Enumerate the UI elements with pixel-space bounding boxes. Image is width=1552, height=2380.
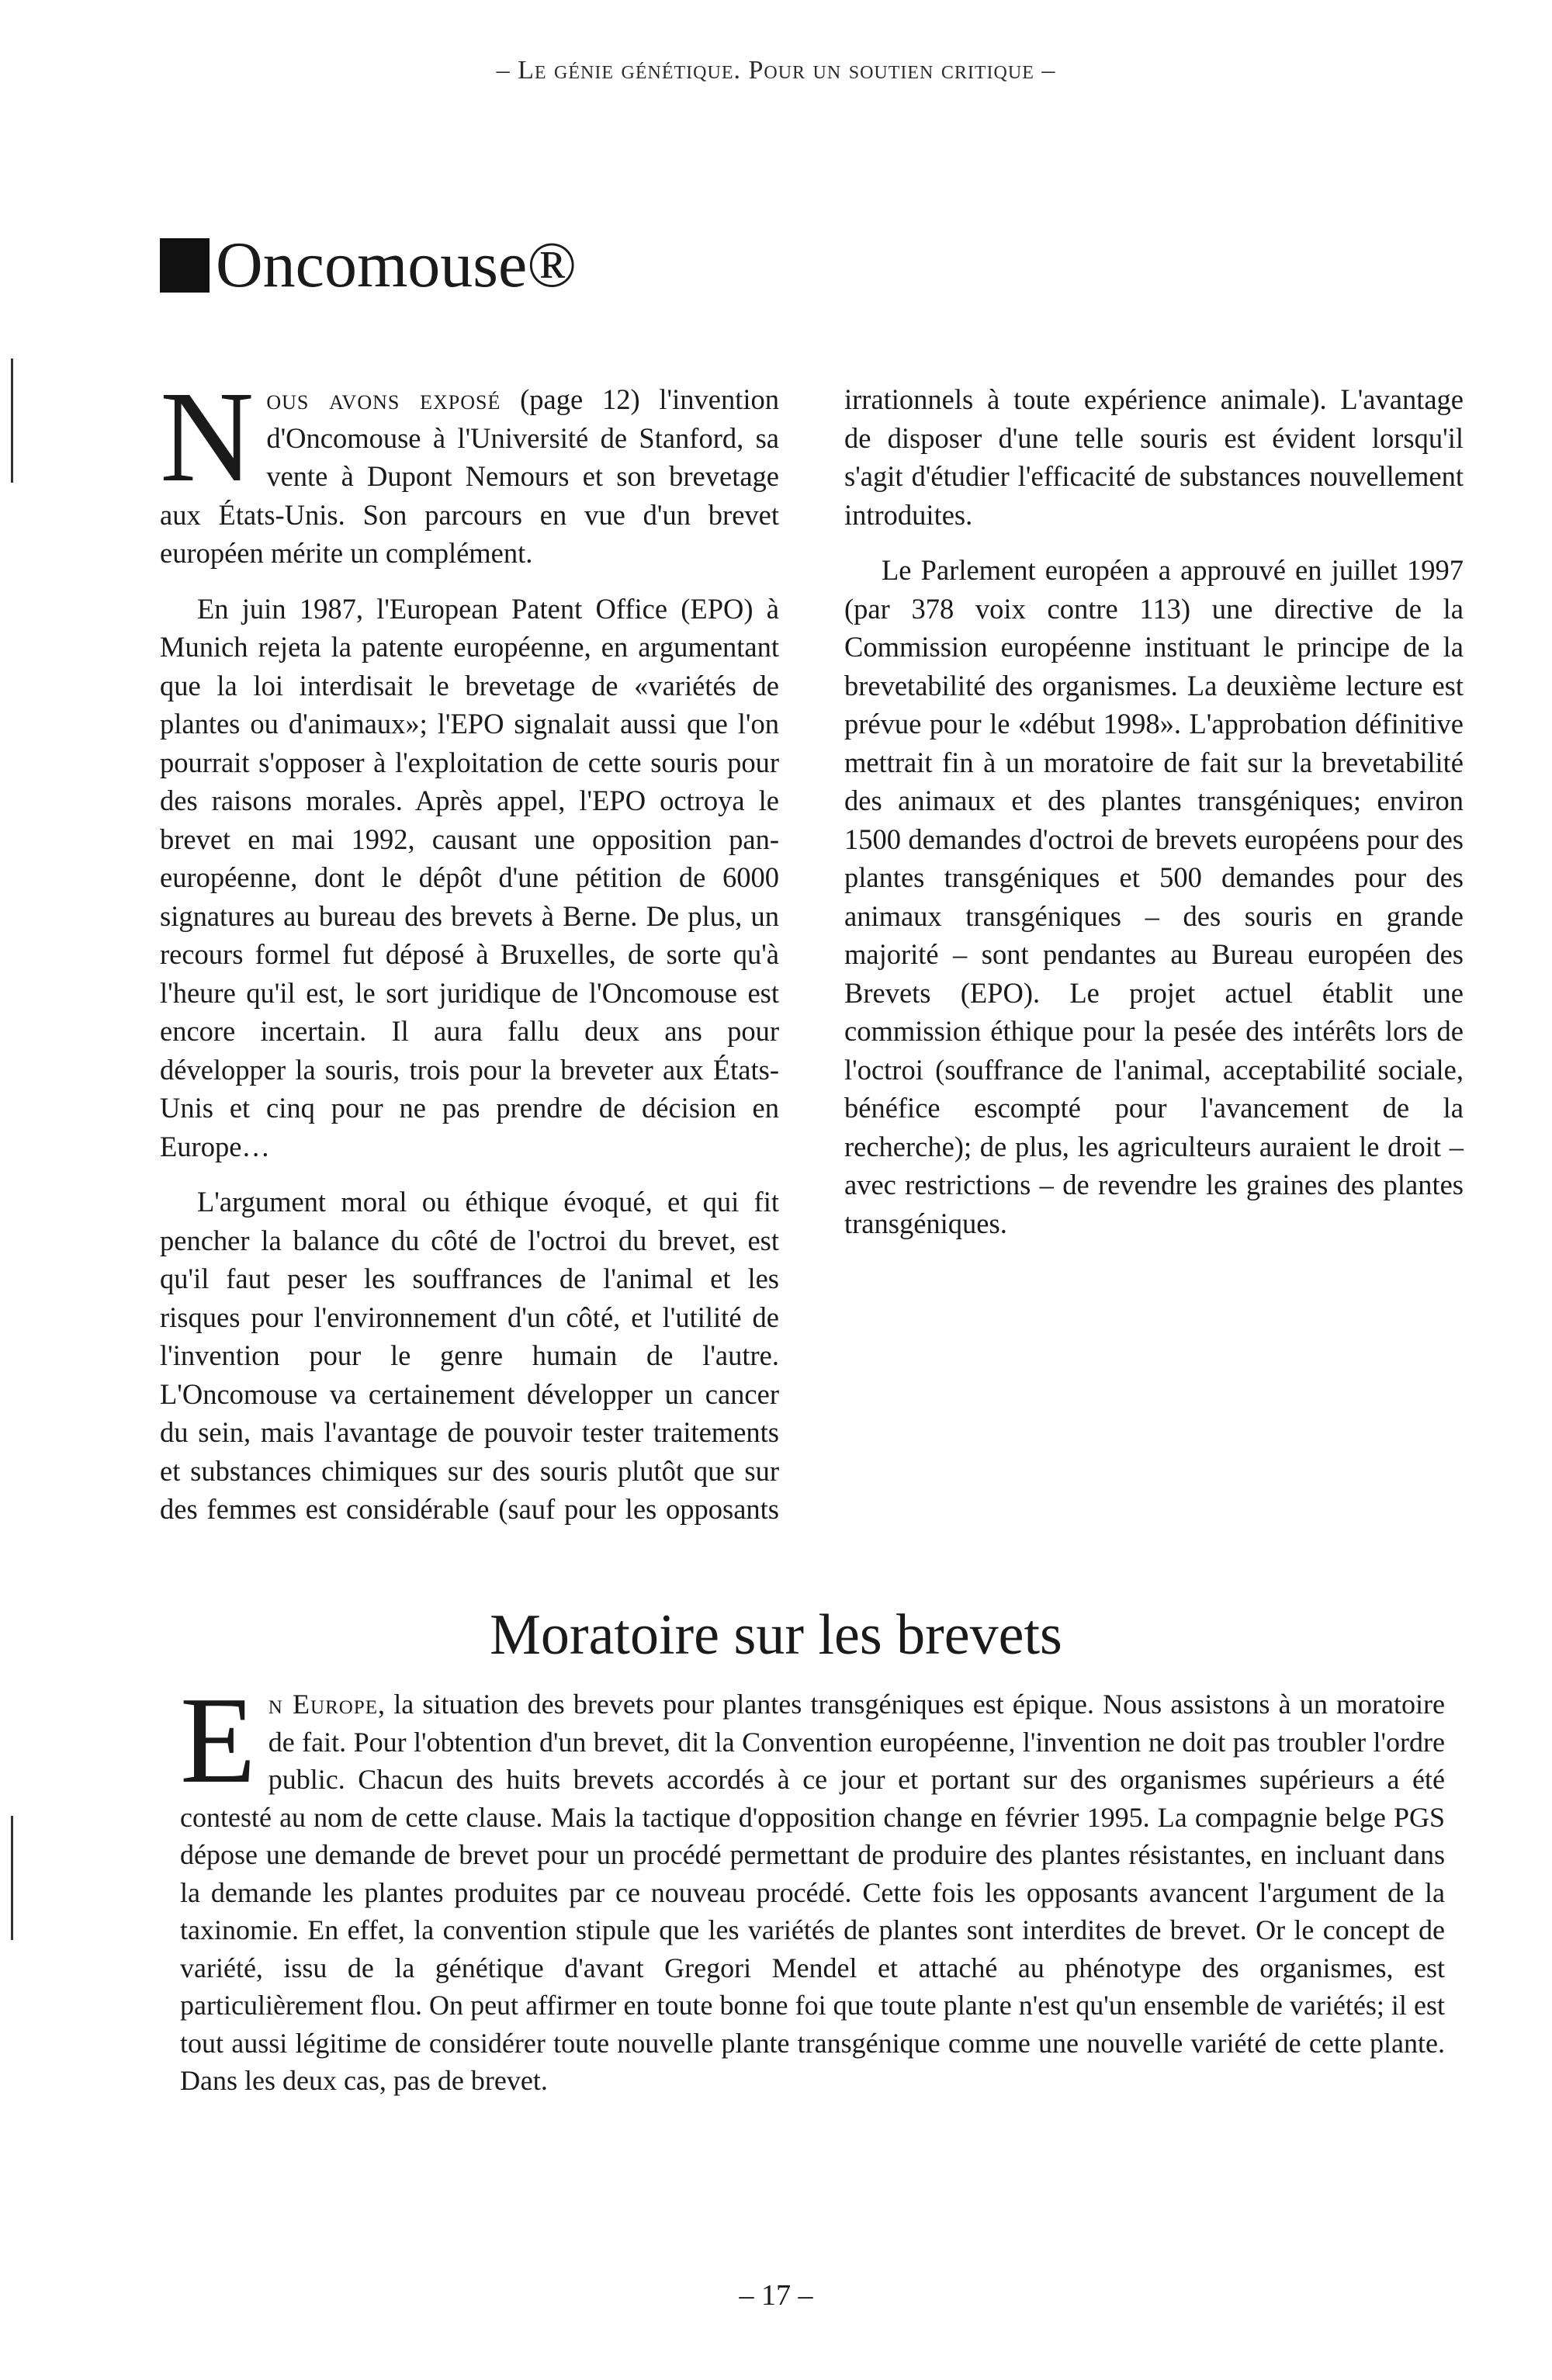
- paragraph-european-parliament: Le Parlement européen a approuvé en juillet 1997 (par 378 voix contre 113) une directive de la Commission européenne instituant le principe de la brevetabilité des organismes. La deuxième lecture est prévue pour le «début 1998». L'approbation définitive mettrait fin à un moratoire de fait sur la brevetabilité des animaux et des plantes transgéniques; environ 1500 demandes d'octroi de brevets européens pour des plantes transgéniques et 500 demandes pour des animaux transgéniques – des souris en grande majorité – sont pendantes au Bureau européen des Brevets (EPO). Le projet actuel établit une commission éthique pour la pesée des intérêts lors de l'octroi (souffrance de l'animal, acceptabilité sociale, bénéfice escompté pour l'avancement de la recherche); de plus, les agriculteurs auraient le droit – avec restrictions – de revendre les graines des plantes transgéniques.: [844, 554, 1464, 1239]
- two-column-body: [160, 365, 1464, 1544]
- moratoire-smallcaps: n Europe: [268, 1689, 378, 1720]
- full-width-body: [180, 1671, 1445, 2117]
- page-number: – 17 –: [739, 2279, 813, 2312]
- margin-mark-top: [11, 359, 13, 483]
- section-title-oncomouse: [160, 227, 577, 304]
- paragraph-epo-history: En juin 1987, l'European Patent Office (EPO) à Munich rejeta la patente européenne, en argumentant que la loi interdisait le brevetage de «variétés de plantes ou d'animaux»; l'EPO signalait aussi que l'on pourrait s'opposer à l'exploitation de cette souris pour des raisons morales. Après appel, l'EPO octroya le brevet en mai 1992, causant une opposition pan-européenne, dont le dépôt d'une pétition de 6000 signatures au bureau des brevets à Berne. De plus, un recours formel fut déposé à Bruxelles, de sorte qu'à l'heure qu'il est, le sort juridique de l'Oncomouse est encore incertain. Il aura fallu deux ans pour développer la souris, trois pour la breveter aux États-Unis et cinq pour ne pas prendre de décision en Europe…: [160, 592, 779, 1162]
- intro-smallcaps: ous avons exposé: [266, 383, 501, 415]
- paragraph-intro: [160, 365, 779, 573]
- section-title-moratoire: Moratoire sur les brevets: [490, 1603, 1062, 1667]
- paragraph-moral-argument: L'argument moral ou éthique évoqué, et qui fit pencher la balance du côté de l'octroi du brevet, est qu'il faut peser les souffrances de l'animal et les risques pour l'environnement d'un côté, et l'utilité de l'invention pour le genre humain de l'autre. L'Oncomouse va certainement développer un cancer du sein, mais l'avantage de pouvoir tester traitements et substances chimiques sur des souris plutôt que sur des femmes est considérable (sauf pour les opposants irrationnels à toute expérience animale). L'avantage de disposer d'une telle souris est évident lorsqu'il s'agit d'étudier l'efficacité de substances nouvellement introduites.: [160, 383, 1464, 1525]
- running-header: – Le génie génétique. Pour un soutien critique –: [496, 56, 1056, 85]
- intro-text: (page 12) l'invention d'Oncomouse à l'Université de Stanford, sa vente à Dupont Nemours et son brevetage aux États-Unis. Son parcours en vue d'un brevet européen mérite un complément.: [160, 383, 779, 569]
- moratoire-text: , la situation des brevets pour plantes transgéniques est épique. Nous assistons à un moratoire de fait. Pour l'obtention d'un brevet, dit la Convention européenne, l'invention ne doit pas troubler l'ordre public. Chacun des huits brevets accordés à ce jour et portant sur des organismes supérieurs a été contesté au nom de cette clause. Mais la tactique d'opposition change en février 1995. La compagnie belge PGS dépose une demande de brevet pour un procédé permettant de produire des plantes résistantes, en incluant dans la demande les plantes produites par ce nouveau procédé. Cette fois les opposants avancent l'argument de la taxinomie. En effet, la convention stipule que les variétés de plantes sont interdites de brevet. Or le concept de variété, issu de la génétique d'avant Gregori Mendel et attaché au phénotype des organismes, est particulièrement flou. On peut affirmer en toute bonne foi que toute plante n'est qu'un ensemble de variétés; il est tout aussi légitime de considérer toute nouvelle plante transgénique comme une nouvelle variété de cette plante. Dans les deux cas, pas de brevet.: [180, 1689, 1445, 2096]
- title-square-marker: [160, 238, 210, 293]
- dropcap-e: E: [180, 1671, 256, 1809]
- dropcap-n: N: [160, 365, 255, 509]
- margin-mark-bottom: [11, 1816, 13, 1940]
- section-title-text: Oncomouse®: [216, 229, 577, 301]
- paragraph-moratoire: [180, 1671, 1445, 2100]
